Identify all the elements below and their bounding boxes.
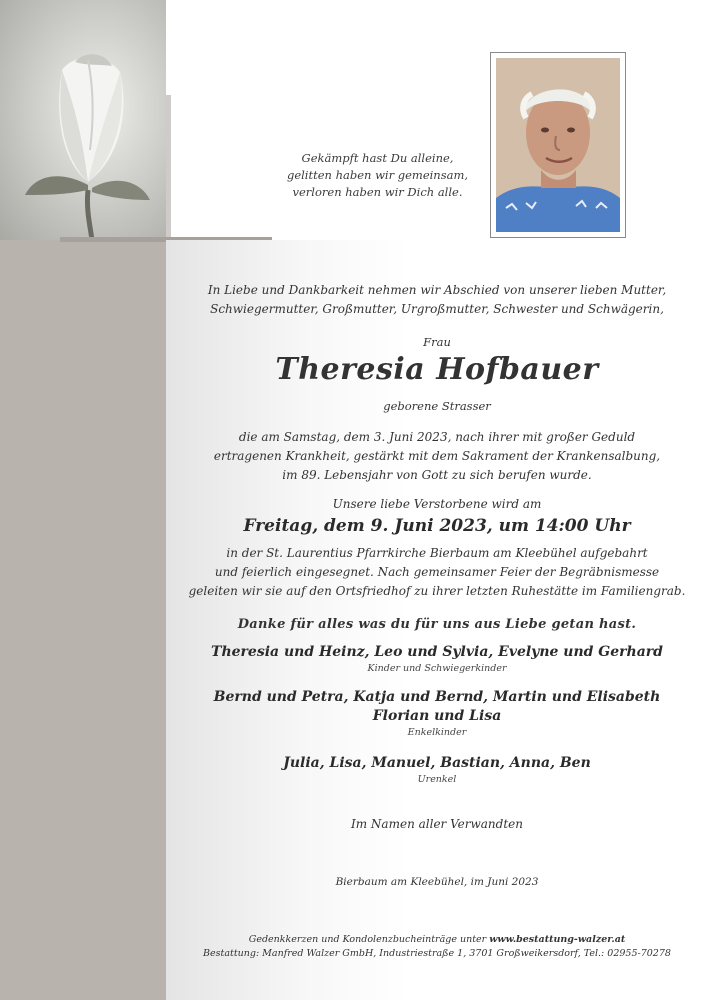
side-band [0, 240, 166, 1000]
funeral-intro: Unsere liebe Verstorbene wird am [332, 497, 542, 511]
grandchildren-names: Bernd und Petra, Katja und Bernd, Martin und Elisabeth [213, 689, 661, 705]
grandchildren-names: Florian und Lisa [372, 708, 502, 724]
funeral-details [172, 544, 702, 601]
family-great-grandchildren [172, 754, 702, 786]
poem-line: Gekämpft hast Du alleine, [301, 151, 454, 165]
poem [240, 150, 515, 201]
funeral-details-line: und feierlich eingesegnet. Nach gemeinsamer Feier der Begräbnismesse [214, 565, 660, 579]
relatives-note: Im Namen aller Verwandten [351, 817, 523, 831]
footer-line: Bestattung: Manfred Walzer GmbH, Industriestraße 1, 3701 Großweikersdorf, Tel.: 02955-70278 [203, 948, 671, 959]
portrait-frame [490, 52, 626, 238]
footer-prefix: Gedenkkerzen und Kondolenzbucheinträge unter [248, 934, 490, 945]
funeral-datetime: Freitag, dem 9. Juni 2023, um 14:00 Uhr [243, 516, 631, 536]
portrait-icon [496, 58, 620, 232]
maiden-name: geborene Strasser [383, 399, 491, 413]
death-notice [172, 428, 702, 485]
death-notice-line: ertragenen Krankheit, gestärkt mit dem Sakrament der Krankensalbung, [213, 449, 661, 463]
great-grandchildren-relation: Urenkel [417, 774, 457, 785]
thanks-line: Danke für alles was du für uns aus Liebe getan hast. [237, 617, 637, 632]
family-children [172, 643, 702, 675]
footer-line [172, 933, 702, 947]
intro-line: Schwiegermutter, Großmutter, Urgroßmutter, Schwester und Schwägerin, [210, 302, 664, 316]
poem-line: verloren haben wir Dich alle. [292, 185, 463, 199]
intro-line: In Liebe und Dankbarkeit nehmen wir Abschied von unserer lieben Mutter, [207, 283, 667, 297]
deceased-name: Theresia Hofbauer [275, 352, 599, 387]
footer [172, 933, 702, 961]
white-rose-icon [0, 0, 166, 240]
place-date: Bierbaum am Kleebühel, im Juni 2023 [335, 876, 539, 888]
funeral-details-line: geleiten wir sie auf den Ortsfriedhof zu ihrer letzten Ruhestätte im Familiengrab. [188, 584, 686, 598]
cross-vertical-line [166, 95, 171, 245]
grandchildren-relation: Enkelkinder [407, 727, 467, 738]
family-grandchildren [172, 688, 702, 739]
intro-text [172, 281, 702, 319]
website-link[interactable]: www.bestattung-walzer.at [489, 934, 626, 945]
great-grandchildren-names: Julia, Lisa, Manuel, Bastian, Anna, Ben [283, 755, 591, 771]
children-names: Theresia und Heinz, Leo und Sylvia, Evelyne und Gerhard [211, 644, 663, 660]
poem-line: gelitten haben wir gemeinsam, [286, 168, 469, 182]
salutation: Frau [423, 335, 451, 349]
rose-image [0, 0, 166, 240]
children-relation: Kinder und Schwiegerkinder [367, 663, 507, 674]
portrait-photo [496, 58, 620, 232]
funeral-details-line: in der St. Laurentius Pfarrkirche Bierbaum am Kleebühel aufgebahrt [226, 546, 648, 560]
death-notice-line: die am Samstag, dem 3. Juni 2023, nach ihrer mit großer Geduld [238, 430, 636, 444]
death-notice-line: im 89. Lebensjahr von Gott zu sich berufen wurde. [282, 468, 592, 482]
